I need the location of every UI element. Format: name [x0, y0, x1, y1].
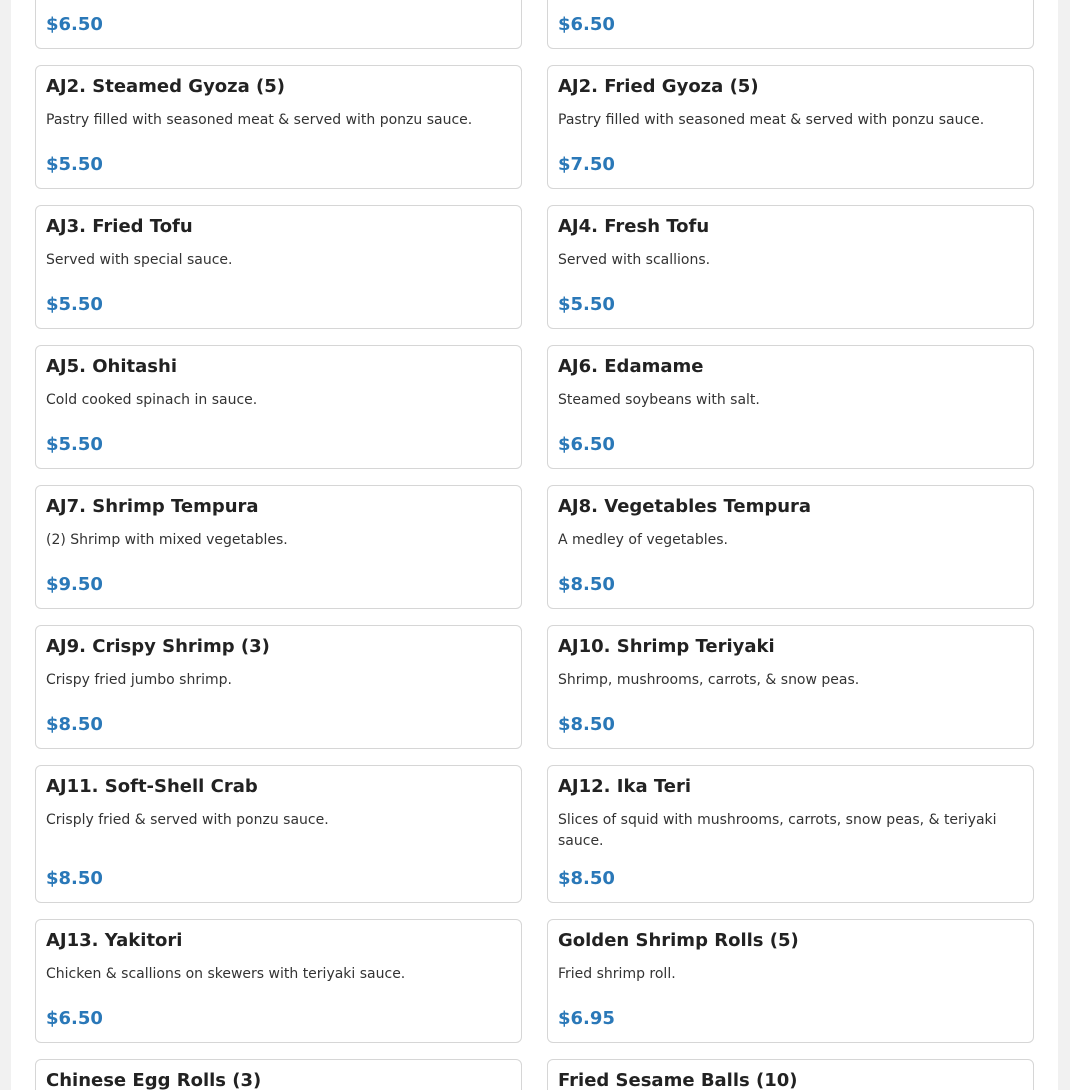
menu-page [11, 0, 1058, 1090]
menu-item-name: AJ11. Soft-Shell Crab [46, 776, 258, 797]
menu-item-price: $8.50 [558, 868, 615, 889]
menu-item-name: Fried Sesame Balls (10) [558, 1070, 798, 1090]
menu-item-name: AJ2. Steamed Gyoza (5) [46, 76, 286, 97]
menu-item-price: $6.95 [558, 1008, 615, 1029]
menu-item-description: Pastry filled with seasoned meat & served with ponzu sauce. [558, 112, 985, 128]
menu-item-description: Crisply fried & served with ponzu sauce. [46, 812, 329, 828]
menu-item-name: AJ12. Ika Teri [558, 776, 692, 797]
menu-item-price: $8.50 [46, 714, 103, 735]
menu-item-price: $5.50 [46, 434, 103, 455]
menu-item-description: Shrimp, mushrooms, carrots, & snow peas. [558, 672, 860, 688]
menu-item-price: $8.50 [558, 714, 615, 735]
menu-item-card[interactable] [547, 345, 1034, 469]
menu-item-price: $6.50 [46, 1008, 103, 1029]
menu-item-description: Chicken & scallions on skewers with teriyaki sauce. [46, 966, 406, 982]
menu-item-card[interactable] [35, 765, 522, 903]
menu-item-description: (2) Shrimp with mixed vegetables. [46, 532, 288, 548]
menu-item-card[interactable] [35, 625, 522, 749]
menu-item-name: AJ2. Fried Gyoza (5) [558, 76, 759, 97]
menu-item-card[interactable] [35, 919, 522, 1043]
menu-item-price: $9.50 [46, 574, 103, 595]
menu-item-card[interactable] [35, 345, 522, 469]
menu-item-card[interactable] [547, 625, 1034, 749]
menu-item-description: Served with special sauce. [46, 252, 233, 268]
menu-item-description: Slices of squid with mushrooms, carrots, snow peas, & teriyaki sauce. [558, 812, 997, 849]
menu-item-card[interactable] [547, 485, 1034, 609]
menu-item-description: Cold cooked spinach in sauce. [46, 392, 258, 408]
menu-item-name: AJ13. Yakitori [46, 930, 183, 951]
menu-item-name: Golden Shrimp Rolls (5) [558, 930, 799, 951]
menu-item-card[interactable] [547, 1059, 1034, 1090]
menu-item-card[interactable] [547, 919, 1034, 1043]
menu-item-name: Chinese Egg Rolls (3) [46, 1070, 262, 1090]
menu-item-price: $6.50 [558, 14, 615, 35]
menu-item-description: Steamed soybeans with salt. [558, 392, 760, 408]
menu-item-description: Served with scallions. [558, 252, 711, 268]
menu-item-card[interactable] [547, 765, 1034, 903]
menu-item-description: Crispy fried jumbo shrimp. [46, 672, 232, 688]
menu-item-card[interactable] [35, 0, 522, 49]
menu-item-price: $6.50 [558, 434, 615, 455]
menu-item-card[interactable] [35, 1059, 522, 1090]
menu-item-price: $6.50 [46, 14, 103, 35]
menu-item-price: $5.50 [46, 294, 103, 315]
menu-item-card[interactable] [35, 65, 522, 189]
menu-item-price: $8.50 [46, 868, 103, 889]
menu-item-price: $7.50 [558, 154, 615, 175]
menu-item-name: AJ6. Edamame [558, 356, 704, 377]
menu-item-name: AJ5. Ohitashi [46, 356, 177, 377]
menu-item-grid [35, 0, 1034, 1090]
menu-item-description: A medley of vegetables. [558, 532, 728, 548]
menu-item-description: Pastry filled with seasoned meat & served with ponzu sauce. [46, 112, 473, 128]
menu-item-name: AJ9. Crispy Shrimp (3) [46, 636, 270, 657]
menu-item-name: AJ7. Shrimp Tempura [46, 496, 259, 517]
menu-item-name: AJ3. Fried Tofu [46, 216, 193, 237]
menu-item-name: AJ8. Vegetables Tempura [558, 496, 812, 517]
menu-item-price: $8.50 [558, 574, 615, 595]
menu-item-name: AJ4. Fresh Tofu [558, 216, 710, 237]
menu-item-price: $5.50 [46, 154, 103, 175]
menu-item-price: $5.50 [558, 294, 615, 315]
menu-item-description: Fried shrimp roll. [558, 966, 676, 982]
menu-item-card[interactable] [547, 205, 1034, 329]
menu-item-card[interactable] [35, 485, 522, 609]
menu-item-name: AJ10. Shrimp Teriyaki [558, 636, 775, 657]
menu-item-card[interactable] [547, 0, 1034, 49]
menu-item-card[interactable] [35, 205, 522, 329]
menu-item-card[interactable] [547, 65, 1034, 189]
